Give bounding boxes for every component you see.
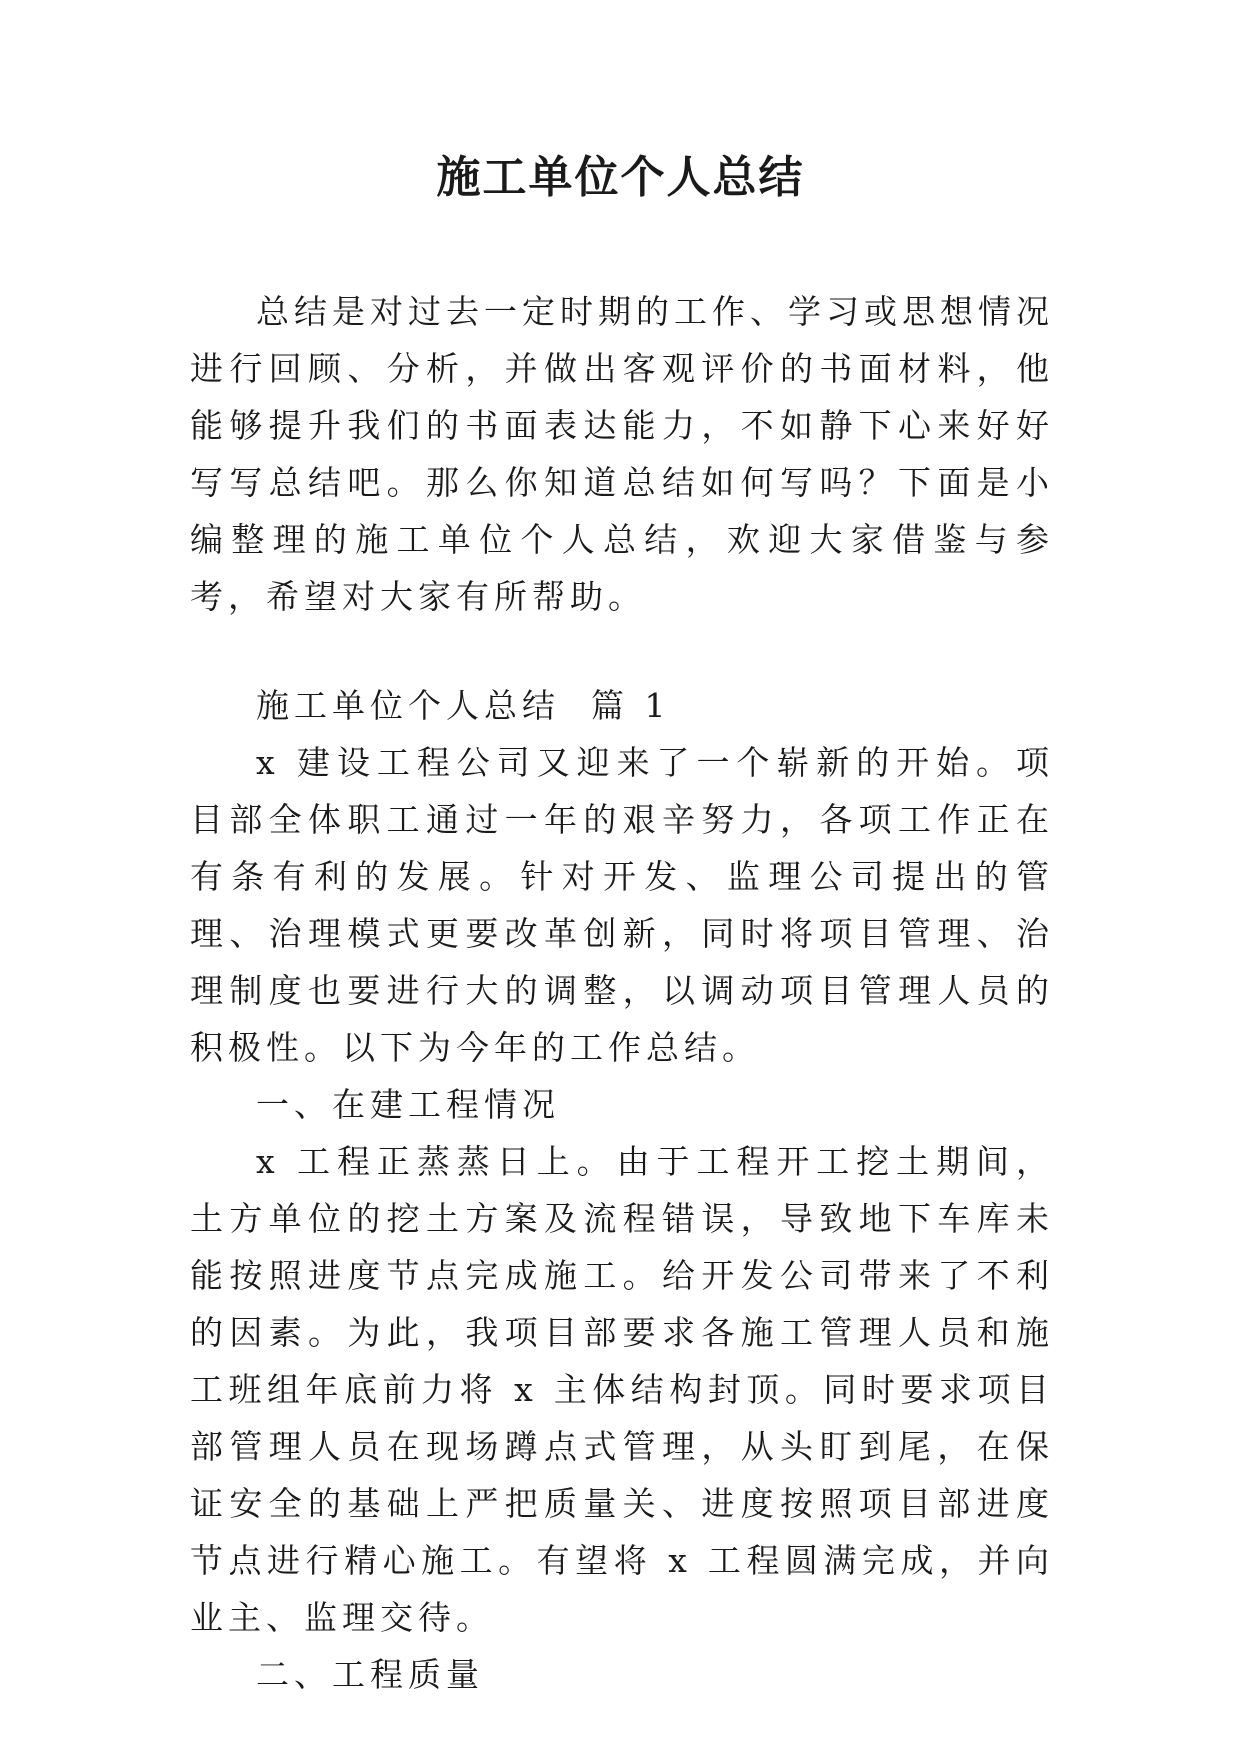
subheading-1: 一、在建工程情况 xyxy=(256,1085,560,1124)
body-paragraph: x 工程正蒸蒸日上。由于工程开工挖土期间，土方单位的挖土方案及流程错误，导致地下车库未能按照进度节点完成施工。给开发公司带来了不利的因素。为此，我项目部要求各施工管理人员和施工班组年底前力将 x 主体结构封顶。同时要求项目部管理人员在现场蹲点式管理，从头盯到尾，在保证安全的基础上严把质量关、进度按照项目部进度节点进行精心施工。有望将 x 工程圆满完成，并向业主、监理交待。 xyxy=(190,1142,1054,1637)
section-title: 施工单位个人总结 篇 1 xyxy=(256,686,671,725)
body-paragraph: x 建设工程公司又迎来了一个崭新的开始。项目部全体职工通过一年的艰辛努力，各项工作正在有条有利的发展。针对开发、监理公司提出的管理、治理模式更要改革创新，同时将项目管理、治理制度也要进行大的调整，以调动项目管理人员的积极性。以下为今年的工作总结。 xyxy=(190,743,1054,1067)
document-body xyxy=(190,283,1054,1703)
document-title: 施工单位个人总结 xyxy=(436,152,805,203)
subheading-2: 二、工程质量 xyxy=(256,1655,484,1694)
intro-paragraph: 总结是对过去一定时期的工作、学习或思想情况进行回顾、分析，并做出客观评价的书面材料，他能够提升我们的书面表达能力，不如静下心来好好写写总结吧。那么你知道总结如何写吗？下面是小编整理的施工单位个人总结，欢迎大家借鉴与参考，希望对大家有所帮助。 xyxy=(190,292,1054,616)
